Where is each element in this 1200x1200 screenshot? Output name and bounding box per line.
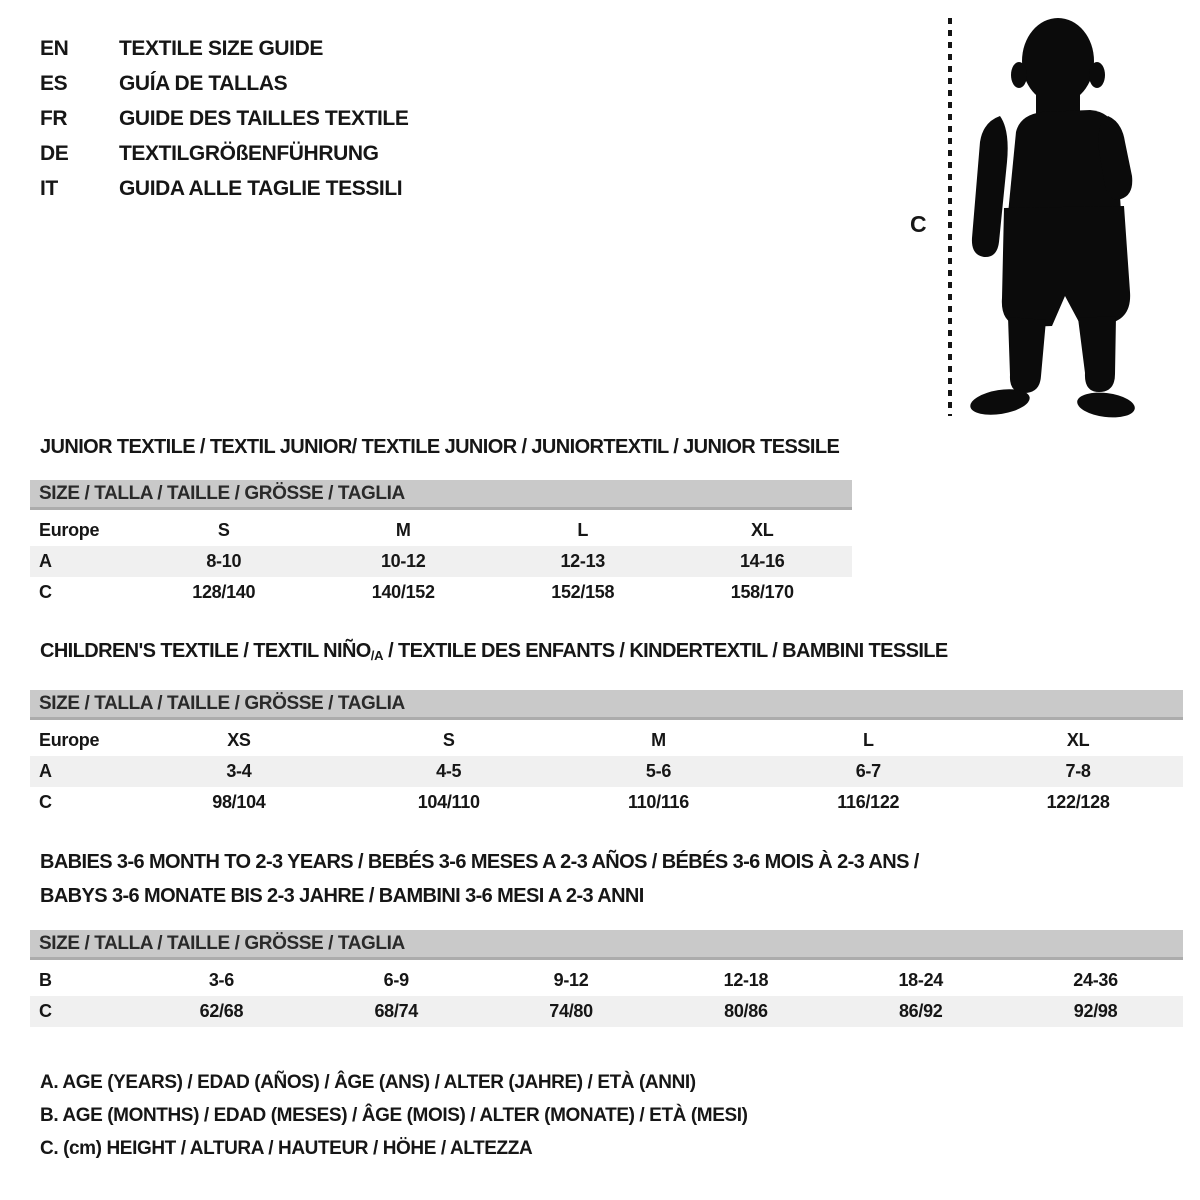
table-row	[30, 965, 1183, 996]
size-cell: 128/140	[192, 582, 256, 602]
size-cell: S	[442, 730, 455, 750]
size-cell: 14-16	[739, 551, 785, 571]
guide-title: GUIDA ALLE TAGLIE TESSILI	[119, 176, 403, 200]
legend-line-age-years: A. AGE (YEARS) / EDAD (AÑOS) / ÂGE (ANS) / ALTER (JAHRE) / ETÀ (ANNI)	[40, 1072, 696, 1093]
row-label: A	[39, 551, 52, 571]
row-label: C	[39, 1001, 52, 1021]
junior-section-heading: JUNIOR TEXTILE / TEXTIL JUNIOR/ TEXTILE JUNIOR / JUNIORTEXTIL / JUNIOR TESSILE	[40, 436, 840, 458]
size-cell: 10-12	[380, 551, 426, 571]
language-row	[40, 101, 408, 136]
language-row	[40, 171, 408, 206]
size-cell: 116/122	[837, 792, 900, 812]
size-cell: 12-18	[723, 970, 769, 990]
row-label: C	[39, 582, 52, 602]
babies-heading-line2: BABYS 3-6 MONATE BIS 2-3 JAHRE / BAMBINI 3-6 MESI A 2-3 ANNI	[40, 885, 644, 907]
size-cell: 158/170	[730, 582, 794, 602]
guide-title: TEXTILE SIZE GUIDE	[119, 36, 323, 60]
size-cell: 6-7	[855, 761, 881, 781]
language-code: IT	[40, 176, 58, 200]
table-row	[30, 546, 852, 577]
size-cell: 98/104	[212, 792, 266, 812]
legend-line-age-months: B. AGE (MONTHS) / EDAD (MESES) / ÂGE (MOIS) / ALTER (MONATE) / ETÀ (MESI)	[40, 1105, 748, 1126]
size-cell: 62/68	[199, 1001, 244, 1021]
size-cell: M	[651, 730, 666, 750]
height-measure-dashed-line	[948, 18, 952, 416]
babies-size-table	[30, 930, 1183, 1027]
size-cell: 9-12	[553, 970, 589, 990]
row-label: Europe	[39, 730, 100, 750]
size-cell: 5-6	[645, 761, 672, 781]
children-table-rows	[30, 725, 1183, 818]
size-cell: 18-24	[898, 970, 943, 990]
language-code: EN	[40, 36, 69, 60]
language-code: DE	[40, 141, 69, 165]
toddler-silhouette-icon	[958, 12, 1142, 420]
children-heading-prefix: CHILDREN'S TEXTILE / TEXTIL NIÑO	[40, 640, 371, 662]
size-cell: 7-8	[1065, 761, 1091, 781]
babies-section-heading	[40, 845, 919, 913]
size-bar: SIZE / TALLA / TAILLE / GRÖSSE / TAGLIA	[30, 480, 852, 510]
size-cell: 122/128	[1046, 792, 1110, 812]
measurement-legend	[40, 1066, 748, 1165]
row-label: B	[39, 970, 52, 990]
size-cell: 12-13	[560, 551, 606, 571]
size-cell: 74/80	[549, 1001, 593, 1021]
size-cell: 3-6	[208, 970, 234, 990]
children-size-table	[30, 690, 1183, 818]
babies-heading-line1: BABIES 3-6 MONTH TO 2-3 YEARS / BEBÉS 3-6 MESES A 2-3 AÑOS / BÉBÉS 3-6 MOIS À 2-3 ANS /	[40, 851, 919, 873]
language-code: FR	[40, 106, 68, 130]
table-row	[30, 996, 1183, 1027]
children-heading-suffix: / TEXTILE DES ENFANTS / KINDERTEXTIL / BAMBINI TESSILE	[383, 640, 948, 662]
children-section-heading	[40, 640, 948, 663]
table-row	[30, 756, 1183, 787]
table-row	[30, 787, 1183, 818]
table-row	[30, 577, 852, 608]
size-cell: L	[862, 730, 874, 750]
size-cell: M	[395, 520, 411, 540]
row-label: A	[39, 761, 52, 781]
size-cell: 104/110	[417, 792, 480, 812]
size-cell: 4-5	[436, 761, 462, 781]
guide-title: TEXTILGRÖßENFÜHRUNG	[119, 141, 379, 165]
size-bar: SIZE / TALLA / TAILLE / GRÖSSE / TAGLIA	[30, 690, 1183, 720]
size-cell: XL	[1066, 730, 1090, 750]
size-bar: SIZE / TALLA / TAILLE / GRÖSSE / TAGLIA	[30, 930, 1183, 960]
language-row	[40, 136, 408, 171]
size-cell: 3-4	[226, 761, 252, 781]
size-cell: L	[577, 520, 589, 540]
size-cell: 152/158	[551, 582, 615, 602]
row-label: Europe	[39, 520, 100, 540]
language-title-list	[40, 31, 408, 206]
size-cell: 68/74	[374, 1001, 419, 1021]
height-measure-label: C	[910, 211, 927, 237]
language-row	[40, 66, 408, 101]
size-cell: 80/86	[724, 1001, 768, 1021]
junior-table-rows	[30, 515, 852, 608]
size-cell: 24-36	[1073, 970, 1118, 990]
size-cell: XS	[227, 730, 251, 750]
size-cell: 6-9	[383, 970, 409, 990]
size-cell: S	[217, 520, 230, 540]
size-cell: XL	[751, 520, 774, 540]
guide-title: GUIDE DES TAILLES TEXTILE	[119, 106, 409, 130]
size-cell: 8-10	[206, 551, 242, 571]
table-row	[30, 725, 1183, 756]
children-heading-sub: /A	[370, 648, 384, 663]
language-code: ES	[40, 71, 68, 95]
size-cell: 86/92	[898, 1001, 943, 1021]
language-row	[40, 31, 408, 66]
junior-size-table	[30, 480, 852, 608]
row-label: C	[39, 792, 52, 812]
babies-table-rows	[30, 965, 1183, 1027]
size-cell: 92/98	[1073, 1001, 1118, 1021]
size-cell: 140/152	[371, 582, 435, 602]
size-cell: 110/116	[628, 792, 689, 812]
guide-title: GUÍA DE TALLAS	[119, 71, 288, 95]
table-row	[30, 515, 852, 546]
legend-line-height-cm: C. (cm) HEIGHT / ALTURA / HAUTEUR / HÖHE / ALTEZZA	[40, 1138, 533, 1159]
